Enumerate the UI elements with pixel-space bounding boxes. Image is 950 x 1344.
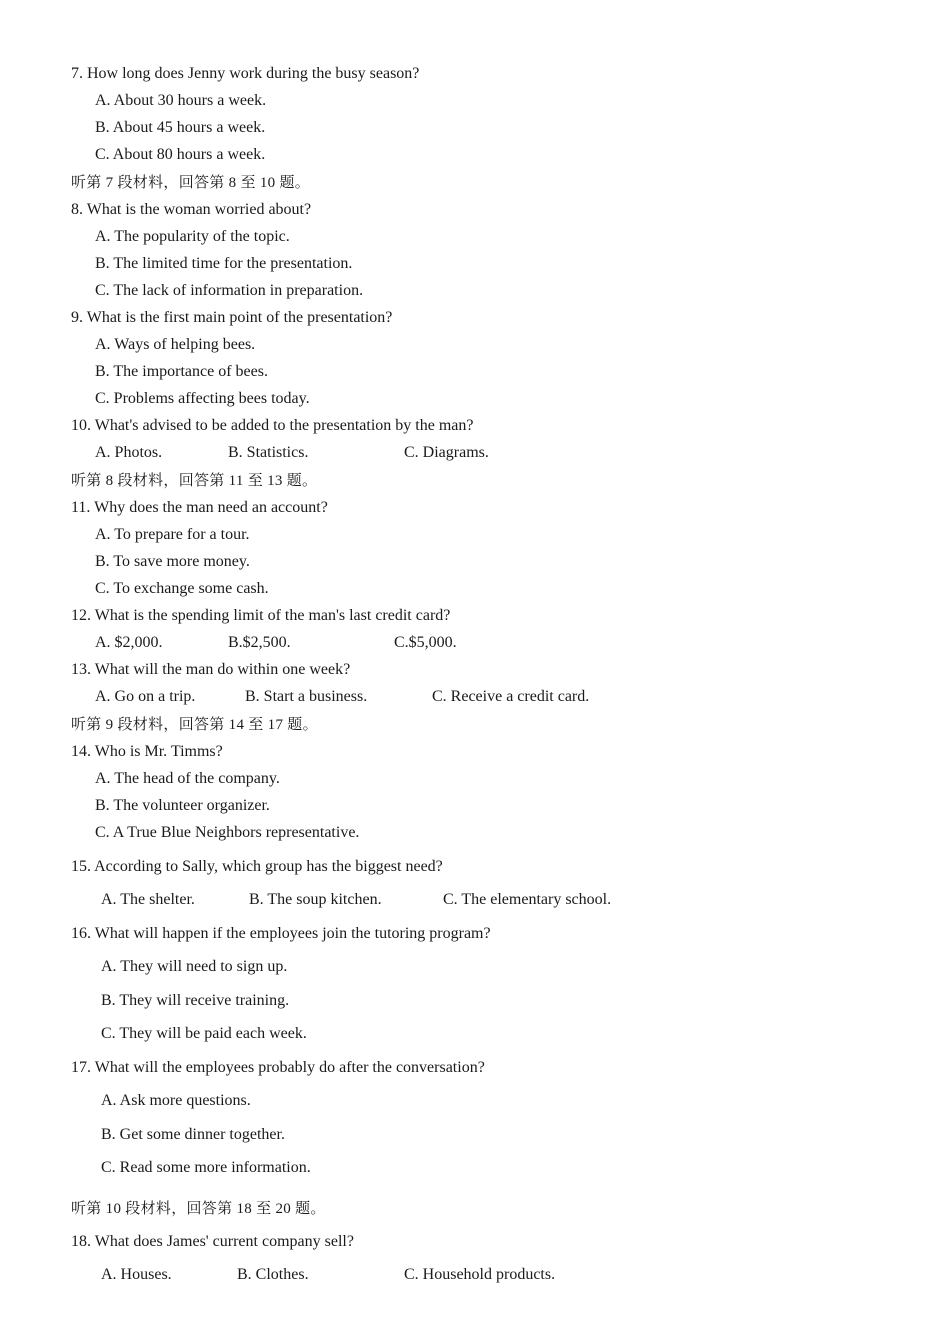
q11-question: 11. Why does the man need an account?	[71, 499, 328, 516]
q7-option-b: B. About 45 hours a week.	[95, 119, 266, 136]
section-7-instruction: 听第 7 段材料，回答第 8 至 10 题。	[71, 175, 311, 191]
q7-question: 7. How long does Jenny work during the busy season?	[71, 65, 420, 82]
q10-option-b: B. Statistics.	[228, 444, 309, 461]
q15-option-c: C. The elementary school.	[443, 891, 612, 908]
q14-question: 14. Who is Mr. Timms?	[71, 743, 223, 760]
q16-option-c: C. They will be paid each week.	[101, 1025, 307, 1042]
q10-options	[0, 443, 950, 463]
q9-question: 9. What is the first main point of the presentation?	[71, 309, 393, 326]
q8-option-c: C. The lack of information in preparation.	[95, 282, 364, 299]
q17-option-c: C. Read some more information.	[101, 1159, 311, 1176]
section-10-instruction: 听第 10 段材料，回答第 18 至 20 题。	[71, 1201, 326, 1217]
q8-option-b: B. The limited time for the presentation.	[95, 255, 353, 272]
q12-question: 12. What is the spending limit of the man's last credit card?	[71, 607, 451, 624]
q17-question: 17. What will the employees probably do after the conversation?	[71, 1059, 485, 1076]
q12-option-b: B.$2,500.	[228, 634, 291, 651]
q15-option-b: B. The soup kitchen.	[249, 891, 382, 908]
q9-option-b: B. The importance of bees.	[95, 363, 268, 380]
q10-option-c: C. Diagrams.	[404, 444, 489, 461]
q14-option-c: C. A True Blue Neighbors representative.	[95, 824, 360, 841]
q13-option-a: A. Go on a trip.	[95, 688, 196, 705]
q11-option-b: B. To save more money.	[95, 553, 250, 570]
q7-option-a: A. About 30 hours a week.	[95, 92, 267, 109]
q10-option-a: A. Photos.	[95, 444, 163, 461]
q18-question: 18. What does James' current company sell?	[71, 1233, 354, 1250]
q9-option-c: C. Problems affecting bees today.	[95, 390, 310, 407]
section-9-instruction: 听第 9 段材料，回答第 14 至 17 题。	[71, 717, 318, 733]
q14-option-b: B. The volunteer organizer.	[95, 797, 270, 814]
q15-question: 15. According to Sally, which group has the biggest need?	[71, 858, 443, 875]
q12-options	[0, 633, 950, 653]
section-8-instruction: 听第 8 段材料，回答第 11 至 13 题。	[71, 473, 318, 489]
q16-option-a: A. They will need to sign up.	[101, 958, 288, 975]
q15-option-a: A. The shelter.	[101, 891, 195, 908]
q12-option-a: A. $2,000.	[95, 634, 163, 651]
q17-option-b: B. Get some dinner together.	[101, 1126, 285, 1143]
q8-question: 8. What is the woman worried about?	[71, 201, 312, 218]
q11-option-c: C. To exchange some cash.	[95, 580, 269, 597]
q18-options	[0, 1265, 950, 1285]
q14-option-a: A. The head of the company.	[95, 770, 280, 787]
q13-options	[0, 687, 950, 707]
q15-options	[0, 890, 950, 910]
q13-option-c: C. Receive a credit card.	[432, 688, 590, 705]
q13-question: 13. What will the man do within one week?	[71, 661, 351, 678]
q8-option-a: A. The popularity of the topic.	[95, 228, 290, 245]
q16-question: 16. What will happen if the employees join the tutoring program?	[71, 925, 491, 942]
q7-option-c: C. About 80 hours a week.	[95, 146, 266, 163]
q17-option-a: A. Ask more questions.	[101, 1092, 251, 1109]
q10-question: 10. What's advised to be added to the presentation by the man?	[71, 417, 474, 434]
q9-option-a: A. Ways of helping bees.	[95, 336, 256, 353]
q16-option-b: B. They will receive training.	[101, 992, 290, 1009]
q11-option-a: A. To prepare for a tour.	[95, 526, 250, 543]
q13-option-b: B. Start a business.	[245, 688, 368, 705]
q18-option-c: C. Household products.	[404, 1266, 556, 1283]
q18-option-a: A. Houses.	[101, 1266, 172, 1283]
q18-option-b: B. Clothes.	[237, 1266, 309, 1283]
q12-option-c: C.$5,000.	[394, 634, 457, 651]
